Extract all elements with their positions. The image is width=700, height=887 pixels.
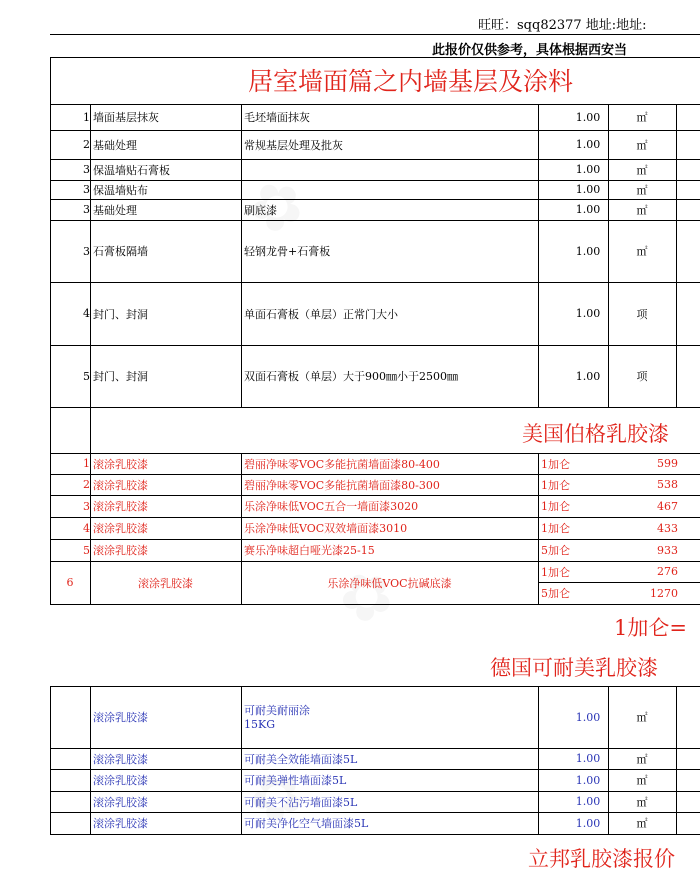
section1-title: 居室墙面篇之内墙基层及涂料: [248, 67, 574, 96]
section4-title: 立邦乳胶漆报价: [528, 847, 675, 871]
header-divider: [50, 34, 700, 35]
desc-line2: 15KG: [244, 718, 276, 731]
section2-footnote: 1加仑=: [614, 616, 687, 640]
header-contact: 旺旺：sqq82377 地址:地址:: [478, 18, 647, 33]
header-note: 此报价仅供参考，具体根据西安当: [432, 43, 628, 58]
section2-title: 美国伯格乳胶漆: [522, 422, 669, 446]
section3-title: 德国可耐美乳胶漆: [490, 656, 658, 680]
desc-line1: 可耐美耐丽涂: [244, 703, 310, 717]
